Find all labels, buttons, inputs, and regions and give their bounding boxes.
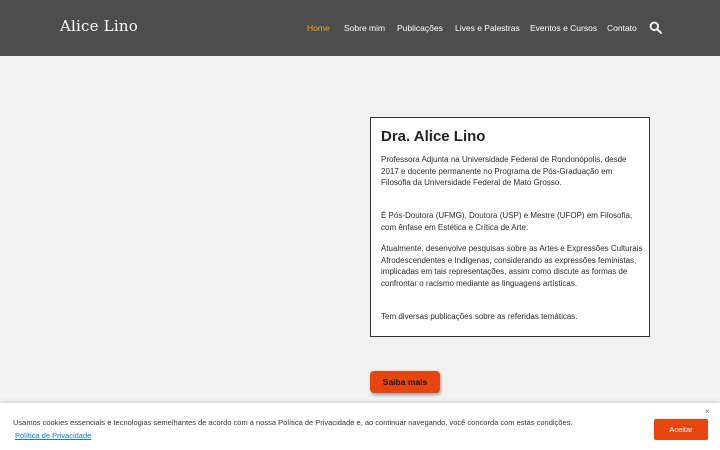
- cookie-message: Usamos cookies essenciais e tecnologias semelhantes de acordo com a nossa Política de Privacidade e, ao continuar navegando, você concorda com estas condições.: [13, 418, 573, 427]
- privacy-policy-link[interactable]: Política de Privacidade: [15, 431, 92, 440]
- nav-home[interactable]: Home: [307, 23, 330, 33]
- bio-paragraph-4: Tem diversas publicações sobre as referidas temáticas.: [381, 312, 578, 321]
- accept-cookies-button[interactable]: Aceitar: [654, 419, 708, 440]
- bio-paragraph-3: Atualmente, desenvolve pesquisas sobre as Artes e Expressões Culturais Afrodescendentes e Indígenas, considerando as expressões feministas, implicadas em tais representações, assim como discute as formas de confrontar o racismo mediante as linguagens artísticas.: [381, 244, 643, 288]
- bio-card: [370, 117, 650, 337]
- cookie-banner: [0, 403, 720, 450]
- bio-title: Dra. Alice Lino: [381, 128, 486, 145]
- nav-sobre-mim[interactable]: Sobre mim: [344, 23, 386, 33]
- nav-lives-e-palestras[interactable]: Lives e Palestras: [455, 23, 520, 33]
- site-logo[interactable]: Alice Lino: [60, 17, 138, 35]
- bio-paragraph-2: É Pós-Doutora (UFMG), Doutora (USP) e Mestre (UFOP) em Filosofia, com ênfase em Estética e Crítica de Arte.: [381, 211, 633, 232]
- nav-contato[interactable]: Contato: [607, 23, 637, 33]
- nav-eventos-e-cursos[interactable]: Eventos e Cursos: [530, 23, 598, 33]
- saiba-mais-button[interactable]: Saiba mais: [370, 371, 440, 393]
- nav-publicacoes[interactable]: Publicações: [397, 23, 443, 33]
- close-icon[interactable]: ×: [705, 407, 710, 416]
- bio-paragraph-1: Professora Adjunta na Universidade Federal de Rondonópolis, desde 2017 e docente permanente no Programa de Pós-Graduação em Filosofia da Universidade Federal de Mato Grosso.: [381, 155, 627, 187]
- site-header: [0, 0, 720, 56]
- search-icon[interactable]: [649, 21, 662, 34]
